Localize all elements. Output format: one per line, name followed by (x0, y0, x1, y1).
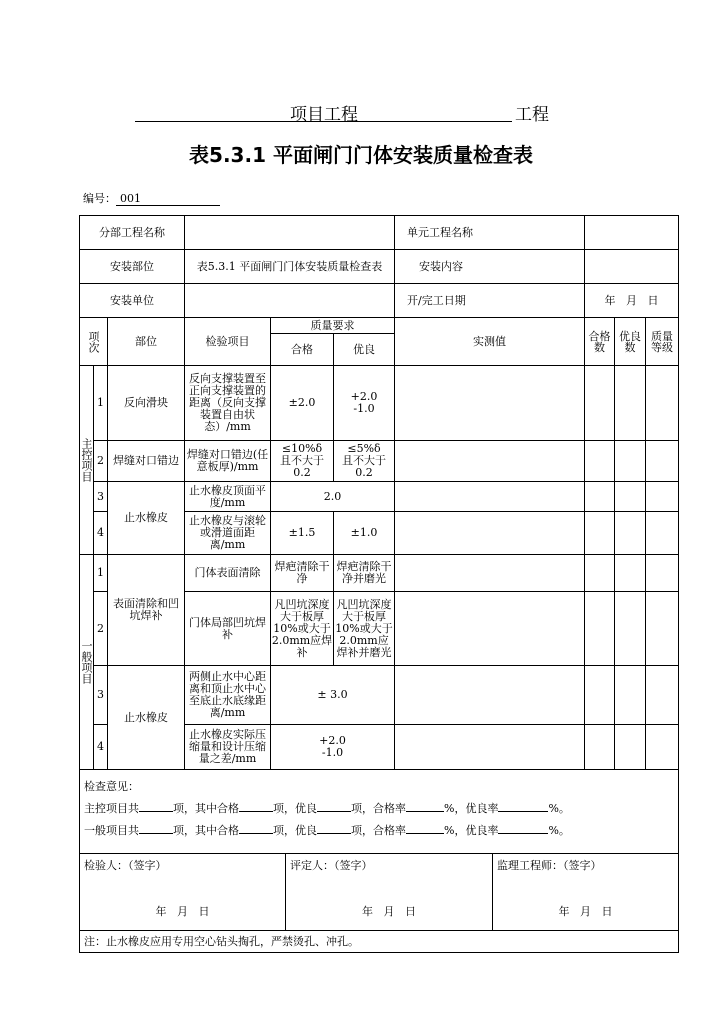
opinion-main-line: 主控项目共 项，其中合格 项，优良 项，合格率 %，优良率 %。 (80, 798, 678, 820)
row-grade[interactable] (646, 592, 679, 666)
row-part: 止水橡皮 (108, 666, 185, 770)
install-content-label: 安装内容 (395, 250, 585, 284)
row-qualified: ±2.0 (271, 366, 334, 441)
row-excellent: ±1.0 (334, 512, 395, 555)
blank-general-excellent-rate[interactable] (498, 821, 548, 834)
row-qualified-count[interactable] (585, 666, 615, 725)
row-measured[interactable] (395, 512, 585, 555)
col-qualified: 合格 (271, 334, 334, 366)
row-requirement: ± 3.0 (271, 666, 395, 725)
install-part-value[interactable]: 表5.3.1 平面闸门门体安装质量检查表 (185, 250, 395, 284)
row-measured[interactable] (395, 725, 585, 770)
install-unit-value[interactable] (185, 284, 395, 318)
project-suffix: 工程 (515, 105, 549, 125)
opinion-general-line: 一般项目共 项，其中合格 项，优良 项，合格率 %，优良率 %。 (80, 820, 678, 842)
row-excellent: +2.0 -1.0 (334, 366, 395, 441)
row-measured[interactable] (395, 441, 585, 482)
group-main: 主控项目 (80, 366, 94, 555)
row-qualified-count[interactable] (585, 512, 615, 555)
row-excellent: ≤5%δ 且不大于 0.2 (334, 441, 395, 482)
row-qualified: ±1.5 (271, 512, 334, 555)
col-qualified-count: 合格数 (585, 318, 615, 366)
row-no: 3 (94, 482, 108, 512)
row-measured[interactable] (395, 555, 585, 592)
row-excellent-count[interactable] (615, 441, 646, 482)
code-line (83, 190, 220, 206)
group-general: 一般项目 (80, 555, 94, 770)
row-qualified-count[interactable] (585, 592, 615, 666)
row-no: 1 (94, 366, 108, 441)
row-check-item: 止水橡皮与滚轮或滑道面距离/mm (185, 512, 271, 555)
supervisor-cell[interactable] (493, 854, 678, 930)
unit-project-value[interactable] (585, 216, 679, 250)
row-no: 4 (94, 512, 108, 555)
row-no: 2 (94, 592, 108, 666)
row-requirement: 2.0 (271, 482, 395, 512)
code-label: 编号： (83, 192, 116, 205)
row-qualified-count[interactable] (585, 482, 615, 512)
row-check-item: 反向支撑装置至正向支撑装置的距离（反向支撑装置自由状态）/mm (185, 366, 271, 441)
row-requirement: +2.0 -1.0 (271, 725, 395, 770)
date-label: 开/完工日期 (395, 284, 585, 318)
row-measured[interactable] (395, 666, 585, 725)
blank-general-excellent[interactable] (317, 821, 351, 834)
col-item-no: 项次 (80, 318, 108, 366)
blank-main-qualified-rate[interactable] (406, 799, 444, 812)
inspector-cell[interactable] (80, 854, 286, 930)
evaluator-date: 年 月 日 (362, 905, 416, 918)
row-excellent-count[interactable] (615, 592, 646, 666)
row-grade[interactable] (646, 482, 679, 512)
blank-main-excellent[interactable] (317, 799, 351, 812)
row-measured[interactable] (395, 592, 585, 666)
row-qualified: 凡凹坑深度大于板厚10%或大于2.0mm应焊补 (271, 592, 334, 666)
unit-project-label: 单元工程名称 (395, 216, 585, 250)
row-no: 2 (94, 441, 108, 482)
row-excellent-count[interactable] (615, 725, 646, 770)
sub-project-value[interactable] (185, 216, 395, 250)
inspection-table (79, 215, 679, 953)
evaluator-cell[interactable] (286, 854, 493, 930)
row-measured[interactable] (395, 366, 585, 441)
row-grade[interactable] (646, 366, 679, 441)
row-grade[interactable] (646, 441, 679, 482)
blank-main-total[interactable] (139, 799, 173, 812)
install-part-label: 安装部位 (80, 250, 185, 284)
row-excellent-count[interactable] (615, 366, 646, 441)
row-part: 反向滑块 (108, 366, 185, 441)
row-qualified: 焊疤清除干净 (271, 555, 334, 592)
row-check-item: 门体局部凹坑焊补 (185, 592, 271, 666)
row-no: 4 (94, 725, 108, 770)
col-grade: 质量等级 (646, 318, 679, 366)
blank-general-qualified[interactable] (239, 821, 273, 834)
row-excellent: 凡凹坑深度大于板厚10%或大于2.0mm应焊补并磨光 (334, 592, 395, 666)
signature-row (80, 854, 679, 931)
row-qualified-count[interactable] (585, 555, 615, 592)
row-excellent-count[interactable] (615, 512, 646, 555)
row-excellent: 焊疤清除干净并磨光 (334, 555, 395, 592)
row-check-item: 止水橡皮实际压缩量和设计压缩量之差/mm (185, 725, 271, 770)
code-value[interactable]: 001 (116, 192, 220, 206)
opinion-block (80, 770, 679, 854)
date-value[interactable]: 年 月 日 (585, 284, 679, 318)
row-part: 表面清除和凹坑焊补 (108, 555, 185, 666)
row-no: 3 (94, 666, 108, 725)
row-qualified: ≤10%δ 且不大于 0.2 (271, 441, 334, 482)
col-excellent: 优良 (334, 334, 395, 366)
col-measured: 实测值 (395, 318, 585, 366)
row-check-item: 门体表面清除 (185, 555, 271, 592)
project-label: 项目工程 (290, 105, 358, 125)
col-quality-req: 质量要求 (271, 318, 395, 334)
row-qualified-count[interactable] (585, 366, 615, 441)
row-grade[interactable] (646, 666, 679, 725)
opinion-label: 检查意见： (84, 780, 139, 793)
row-check-item: 焊缝对口错边(任意板厚)/mm (185, 441, 271, 482)
supervisor-date: 年 月 日 (558, 905, 613, 918)
install-content-value[interactable] (585, 250, 679, 284)
blank-general-qualified-rate[interactable] (406, 821, 444, 834)
row-grade[interactable] (646, 725, 679, 770)
row-excellent-count[interactable] (615, 666, 646, 725)
row-no: 1 (94, 555, 108, 592)
inspector-date: 年 月 日 (155, 905, 210, 918)
row-excellent-count[interactable] (615, 482, 646, 512)
page-title: 表5.3.1 平面闸门门体安装质量检查表 (189, 143, 533, 167)
row-excellent-count[interactable] (615, 555, 646, 592)
col-excellent-count: 优良数 (615, 318, 646, 366)
install-unit-label: 安装单位 (80, 284, 185, 318)
blank-general-total[interactable] (139, 821, 173, 834)
row-measured[interactable] (395, 482, 585, 512)
sub-project-label: 分部工程名称 (80, 216, 185, 250)
row-qualified-count[interactable] (585, 441, 615, 482)
row-grade[interactable] (646, 512, 679, 555)
inspector-label: 检验人：（签字） (84, 859, 167, 872)
row-check-item: 两侧止水中心距离和顶止水中心至底止水底缘距离/mm (185, 666, 271, 725)
footnote: 注：止水橡皮应用专用空心钻头掏孔，严禁烫孔、冲孔。 (80, 931, 679, 953)
project-header (135, 100, 575, 124)
col-part: 部位 (108, 318, 185, 366)
row-grade[interactable] (646, 555, 679, 592)
supervisor-label: 监理工程师：（签字） (497, 859, 602, 872)
row-part: 焊缝对口错边 (108, 441, 185, 482)
blank-main-qualified[interactable] (239, 799, 273, 812)
blank-main-excellent-rate[interactable] (498, 799, 548, 812)
row-qualified-count[interactable] (585, 725, 615, 770)
col-check-item: 检验项目 (185, 318, 271, 366)
evaluator-label: 评定人：（签字） (290, 859, 373, 872)
row-part: 止水橡皮 (108, 482, 185, 555)
row-check-item: 止水橡皮顶面平度/mm (185, 482, 271, 512)
